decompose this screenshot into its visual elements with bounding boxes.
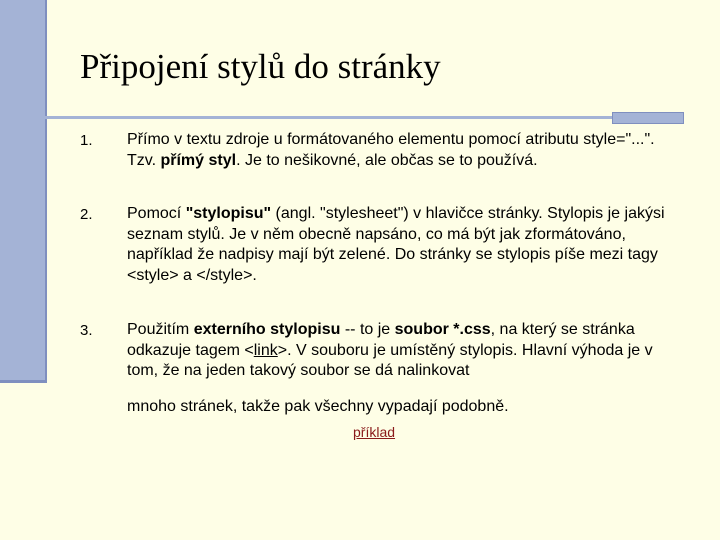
text-run: , na který se stránka odkazuje tagem < bbox=[127, 321, 635, 359]
list-item-text bbox=[127, 320, 687, 382]
slide-title: Připojení stylů do stránky bbox=[80, 47, 441, 86]
list-item-number: 3. bbox=[80, 322, 93, 339]
bold-text: soubor *.css bbox=[394, 321, 491, 338]
title-divider bbox=[32, 116, 612, 119]
continuation-text: mnoho stránek, takže pak všechny vypadají podobně. bbox=[127, 398, 509, 415]
title-divider-accent bbox=[612, 112, 684, 124]
bold-text: "stylopisu" bbox=[185, 205, 272, 222]
text-run: Přímo v textu zdroje u formátovaného elementu pomocí atributu style="...". Tzv. bbox=[127, 131, 655, 169]
underlined-text: link bbox=[253, 341, 278, 359]
text-run: . Je to nešikovné, ale občas se to používá. bbox=[236, 151, 538, 169]
bold-text: přímý styl bbox=[160, 151, 237, 169]
list-item-number: 2. bbox=[80, 206, 93, 223]
text-run: (angl. "stylesheet") v hlavičce stránky. Stylopis je jakýsi seznam stylů. Je v něm obecně napsáno, co má být jak zformátováno, například že nadpisy mají být zelené. Do stránky se stylopis píše mezi tagy <style> a </style>. bbox=[127, 205, 665, 284]
list-item-number: 1. bbox=[80, 132, 93, 149]
text-run: Použitím bbox=[127, 321, 194, 338]
list-item-text bbox=[127, 130, 687, 171]
bold-text: externího stylopisu bbox=[193, 321, 341, 338]
left-decorative-bar bbox=[0, 0, 47, 383]
text-run: -- to je bbox=[340, 321, 395, 338]
text-run: >. V souboru je umístěný stylopis. Hlavní výhoda je v tom, že na jeden takový soubor se dá nalinkovat bbox=[127, 341, 653, 379]
text-run: Pomocí bbox=[127, 205, 186, 222]
list-item-text bbox=[127, 204, 687, 286]
example-link[interactable]: příklad bbox=[353, 424, 396, 440]
